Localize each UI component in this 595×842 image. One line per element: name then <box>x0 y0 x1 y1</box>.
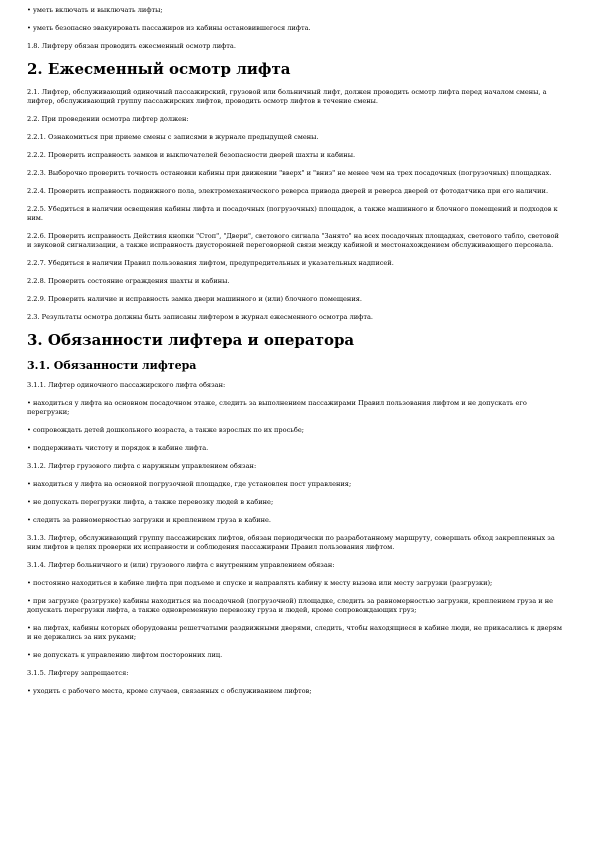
paragraph-3-1-2: 3.1.2. Лифтер грузового лифта с наружным управлением обязан: <box>27 462 257 470</box>
paragraph-2-2-3: 2.2.3. Выборочно проверить точность остановки кабины при движении "вверх" и "вниз" не менее чем на трех посадочных (погрузочных) площадках. <box>27 169 552 177</box>
paragraph-2-3: 2.3. Результаты осмотра должны быть записаны лифтером в журнал ежесменного осмотра лифта. <box>27 313 373 321</box>
paragraph-3-1-1: 3.1.1. Лифтер одиночного пассажирского лифта обязан: <box>27 381 226 389</box>
paragraph-2-2-7: 2.2.7. Убедиться в наличии Правил пользования лифтом, предупредительных и указательных надписей. <box>27 259 394 267</box>
paragraph-2-2: 2.2. При проведении осмотра лифтер должен: <box>27 115 189 123</box>
paragraph-2-2-6: 2.2.6. Проверить исправность Действия кнопки "Стоп", "Двери", светового сигнала "Занято" на всех посадочных площадках, светового табло, световой и звуковой сигнализации, а также исправность двусторонней переговорной связи между кабиной и местонахождением обслуживающего персонала. <box>27 232 559 249</box>
paragraph-2-2-8: 2.2.8. Проверить состояние ограждения шахты и кабины. <box>27 277 230 285</box>
paragraph-2-2-4: 2.2.4. Проверить исправность подвижного пола, электромеханического реверса привода дверей и реверса дверей от фотодатчика при его наличии. <box>27 187 549 195</box>
paragraph-2-1: 2.1. Лифтер, обслуживающий одиночный пассажирский, грузовой или больничный лифт, должен проводить осмотр лифта перед началом смены, а лифтер, обслуживающий группу пассажирских лифтов, проводить осмотр лифтов в течение смены. <box>27 88 547 105</box>
list-item: • уходить с рабочего места, кроме случаев, связанных с обслуживанием лифтов; <box>27 687 312 695</box>
section-2-body <box>27 88 565 322</box>
section-2-heading: 2. Ежесменный осмотр лифта <box>27 60 291 78</box>
bullet-switch-lifts: • уметь включать и выключать лифты; <box>27 6 163 14</box>
paragraph-1-8: 1.8. Лифтеру обязан проводить ежесменный осмотр лифта. <box>27 42 236 50</box>
paragraph-2-2-9: 2.2.9. Проверить наличие и исправность замка двери машинного и (или) блочного помещения. <box>27 295 362 303</box>
list-item: • не допускать перегрузки лифта, а также перевозку людей в кабине; <box>27 498 274 506</box>
list-item: • сопровождать детей дошкольного возраста, а также взрослых по их просьбе; <box>27 426 304 434</box>
paragraph-2-2-1: 2.2.1. Ознакомиться при приеме смены с записями в журнале предыдущей смены. <box>27 133 319 141</box>
paragraph-3-1-4: 3.1.4. Лифтер больничного и (или) грузового лифта с внутренним управлением обязан: <box>27 561 335 569</box>
list-item: • находиться у лифта на основной погрузочной площадке, где установлен пост управления; <box>27 480 352 488</box>
list-item: • следить за равномерностью загрузки и креплением груза в кабине. <box>27 516 272 524</box>
list-item: • находиться у лифта на основном посадочном этаже, следить за выполнением пассажирами Правил пользования лифтом и не допускать его перегрузки; <box>27 399 527 416</box>
paragraph-3-1-3: 3.1.3. Лифтер, обслуживающий группу пассажирских лифтов, обязан периодически по разработанному маршруту, совершать обход закрепленных за ним лифтов в целях проверки их исправности и соблюдения пассажирами Правил пользования лифтом. <box>27 534 555 551</box>
list-item: • не допускать к управлению лифтом посторонних лиц. <box>27 651 223 659</box>
list-item: • при загрузке (разгрузке) кабины находиться на посадочной (погрузочной) площадке, следить за равномерностью загрузки, креплением груза и не допускать перегрузки лифта, а также одновременную перевозку груза и людей, кроме сопровождающих груз; <box>27 597 554 614</box>
list-item: • поддерживать чистоту и порядок в кабине лифта. <box>27 444 209 452</box>
paragraph-2-2-2: 2.2.2. Проверить исправность замков и выключателей безопасности дверей шахты и кабины. <box>27 151 356 159</box>
paragraph-3-1-5: 3.1.5. Лифтеру запрещается: <box>27 669 129 677</box>
bullet-evacuate-passengers: • уметь безопасно эвакуировать пассажиров из кабины остановившегося лифта. <box>27 24 311 32</box>
list-item: • постоянно находиться в кабине лифта при подъеме и спуске и направлять кабину к месту вызова или месту загрузки (разгрузки); <box>27 579 493 587</box>
paragraph-2-2-5: 2.2.5. Убедиться в наличии освещения кабины лифта и посадочных (погрузочных) площадок, а также машинного и блочного помещений и подходов к ним. <box>27 205 558 222</box>
section-3-body <box>27 381 565 696</box>
list-item: • на лифтах, кабины которых оборудованы решетчатыми раздвижными дверями, следить, чтобы находящиеся в кабине люди, не прикасались к дверям и не держались за них руками; <box>27 624 563 641</box>
section-3-1-heading: 3.1. Обязанности лифтера <box>27 359 197 372</box>
section-3-heading: 3. Обязанности лифтера и оператора <box>27 331 355 349</box>
